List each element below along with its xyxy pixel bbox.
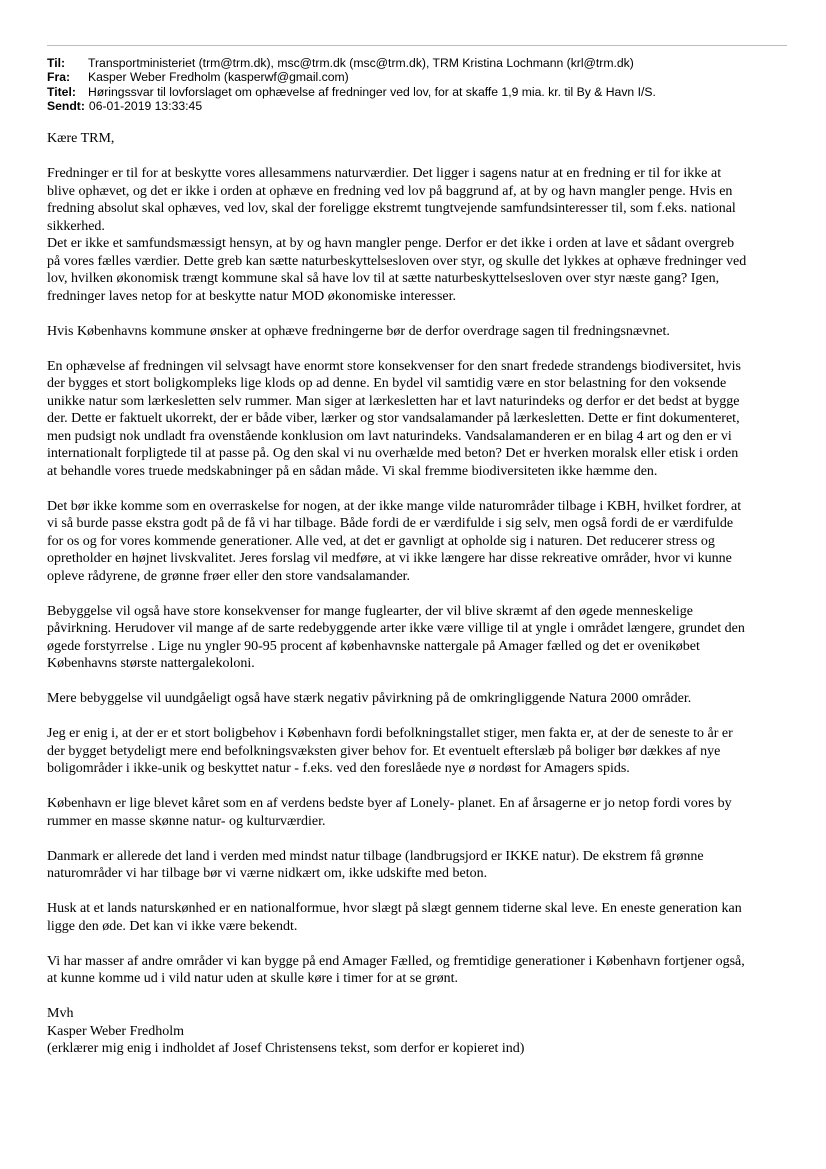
to-row xyxy=(47,56,807,70)
body-line: Det er ikke et samfundsmæssigt hensyn, at by og havn mangler penge. Derfor er det ikke i orden at lave et sådant overgreb xyxy=(47,236,735,251)
from-label: Fra: xyxy=(47,70,71,85)
body-line: der bygget betydeligt mere end befolkningsvæksten giver behov for. Et eventuelt efterslæb på boliger bør dækkes af nye xyxy=(47,743,721,759)
body-line: påvirkning. Herudover vil mange af de sarte redebyggende arter ikke være villige til at yngle i området længere, grundet den xyxy=(47,621,745,636)
sent-row xyxy=(47,99,807,113)
body-line: for os og for vores kommende generationer. Alle ved, at det er gavnligt at opholde sig i naturen. Det reducerer stress og xyxy=(47,533,715,549)
signature-block xyxy=(47,1005,787,1058)
email-header xyxy=(47,56,807,113)
paragraph-5 xyxy=(47,603,787,673)
paragraph-7 xyxy=(47,725,787,778)
body-line: unikke natur som lærkesletten selv rummer. Man siger at lærkesletten har et lavt naturindeks og derfor er det bedst at bygge xyxy=(47,393,740,409)
paragraph-4 xyxy=(47,498,787,586)
body-line: lov, hvilken økonomisk trængt kommune skal så have lov til at sætte naturbeskyttelsesloven over styr næste gang? Igen, xyxy=(47,271,720,286)
subject-label: Titel: xyxy=(47,84,76,99)
sent-label: Sendt: xyxy=(47,98,85,113)
greeting: Kære TRM, xyxy=(47,131,115,146)
sender-name: Kasper Weber Fredholm xyxy=(47,1023,185,1039)
body-line: ligge den øde. Det kan vi ikke være bekendt. xyxy=(47,918,298,934)
body-line: sikkerhed. xyxy=(47,218,105,234)
body-line: boligområder i ikke-unik og beskyttet natur - f.eks. ved den foreslåede nye ø nordøst for Amagers spids. xyxy=(47,761,630,776)
email-body xyxy=(47,130,787,1058)
from-value: Kasper Weber Fredholm (kasperwf@gmail.com) xyxy=(88,70,349,85)
paragraph-8 xyxy=(47,795,787,830)
body-line: Bebyggelse vil også have store konsekvenser for mange fuglearter, der vil blive skræmt af den øgede menneskelige xyxy=(47,603,693,619)
body-line: øgede forstyrrelse . Lige nu yngler 90-95 procent af københavnske nattergale på Amager fælled og det er ovenikøbet xyxy=(47,638,700,654)
body-line: men pudsigt nok undladt fra ovenstående konklusion om lavt naturindeks. Vandsalamanderen er en bilag 4 art og den er vi xyxy=(47,428,732,444)
body-line: Danmark er allerede det land i verden med mindst natur tilbage (landbrugsjord er IKKE natur). De ekstrem få grønne xyxy=(47,848,704,864)
paragraph-9 xyxy=(47,848,787,883)
paragraph-6 xyxy=(47,690,787,708)
body-line: Husk at et lands naturskønhed er en nationalformue, hvor slægt på slægt gennem tiderne skal leve. En eneste generation kan xyxy=(47,901,742,916)
body-line: der. Dette er faktuelt ukorrekt, der er både viber, lærker og stor vandsalamander på lærkesletten. Dette er fint dokumenteret, xyxy=(47,411,740,426)
body-line: internationalt forpligtede til at passe på. Og den skal vi nu overhælde med beton? Det er hverken moralsk eller etisk i orden xyxy=(47,446,739,461)
body-line: på vores fælles værdier. Dette greb kan sætte naturbeskyttelsesloven over styr, og skulle det lykkes at ophæve fredninger ved xyxy=(47,253,747,269)
body-line: København er lige blevet kåret som en af verdens bedste byer af Lonely- planet. En af årsagerne er jo netop fordi vores by xyxy=(47,796,732,811)
body-line: vi så burde passe ekstra godt på de få vi har tilbage. Både fordi de er værdifulde i sig selv, men også fordi de er værdifulde xyxy=(47,516,734,531)
body-line: blive ophævet, og det er ikke i orden at ophæve en fredning ved lov på baggrund af, at by og havn mangler penge. Hvis en xyxy=(47,183,733,199)
from-row xyxy=(47,70,807,84)
subject-value: Høringssvar til lovforslaget om ophævelse af fredninger ved lov, for at skaffe 1,9 mia. kr. til By & Havn I/S. xyxy=(88,84,656,99)
body-line: naturområder vi har tilbage bør vi værne nidkært om, ikke udskifte med beton. xyxy=(47,866,488,881)
body-line: Mere bebyggelse vil uundgåeligt også have stærk negativ påvirkning på de omkringliggende Natura 2000 områder. xyxy=(47,691,692,706)
body-line: rummer en masse skønne natur- og kulturværdier. xyxy=(47,813,326,829)
to-label: Til: xyxy=(47,56,66,70)
body-line: Jeg er enig i, at der er et stort boligbehov i København fordi befolkningstallet stiger, men fakta er, at der de seneste to år er xyxy=(47,726,733,741)
paragraph-3 xyxy=(47,358,787,481)
paragraph-11 xyxy=(47,953,787,988)
to-value: Transportministeriet (trm@trm.dk), msc@trm.dk (msc@trm.dk), TRM Kristina Lochmann (krl@trm.dk) xyxy=(88,56,634,70)
closing: Mvh xyxy=(47,1006,74,1021)
body-line: Det bør ikke komme som en overraskelse for nogen, at der ikke mange vilde naturområder tilbage i KBH, hvilket fordrer, at xyxy=(47,498,742,514)
body-line: opretholder en højnet livskvalitet. Jeres forslag vil medføre, at vi ikke længere har disse rekreative områder, hvor vi kunne xyxy=(47,551,732,566)
header-divider xyxy=(47,45,787,46)
body-line: Fredninger er til for at beskytte vores allesammens naturværdier. Det ligger i sagens natur at en fredning er til for ikke at xyxy=(47,166,722,181)
paragraph-10 xyxy=(47,900,787,935)
body-line: Vi har masser af andre områder vi kan bygge på end Amager Fælled, og fremtidige generationer i København fortjener også, xyxy=(47,953,745,969)
body-line: at behandle vores truede medskabninger på en sådan måde. Vi skal fremme biodiversiteten ikke hæmme den. xyxy=(47,463,658,479)
body-line: fredninger laves netop for at beskytte natur MOD økonomiske interesser. xyxy=(47,288,457,304)
body-line: Københavns største nattergalekoloni. xyxy=(47,656,255,671)
signature-note: (erklærer mig enig i indholdet af Josef Christensens tekst, som derfor er kopieret ind) xyxy=(47,1041,525,1056)
body-line: fredning absolut skal ophæves, ved lov, skal der foreligge ekstremt tungtvejende samfundsinteresser til, som f.eks. national xyxy=(47,201,736,216)
paragraph-2 xyxy=(47,323,787,341)
body-line: En ophævelse af fredningen vil selvsagt have enormt store konsekvenser for den snart fredede strandengs biodiversitet, hvis xyxy=(47,358,741,374)
body-line: Hvis Københavns kommune ønsker at ophæve fredningerne bør de derfor overdrage sagen til fredningsnævnet. xyxy=(47,323,670,339)
sent-value: 06-01-2019 13:33:45 xyxy=(88,98,203,113)
body-line: at kunne komme ud i vild natur uden at skulle køre i timer for at se grønt. xyxy=(47,971,458,986)
subject-row xyxy=(47,85,807,99)
body-line: opleve rådyrene, de grønne frøer eller den store vandsalamander. xyxy=(47,568,411,584)
body-line: der bygges et stort boligkompleks lige klods op ad denne. En bydel vil samtidig være en stor belastning for den voksende xyxy=(47,376,727,391)
paragraph-1 xyxy=(47,165,787,305)
